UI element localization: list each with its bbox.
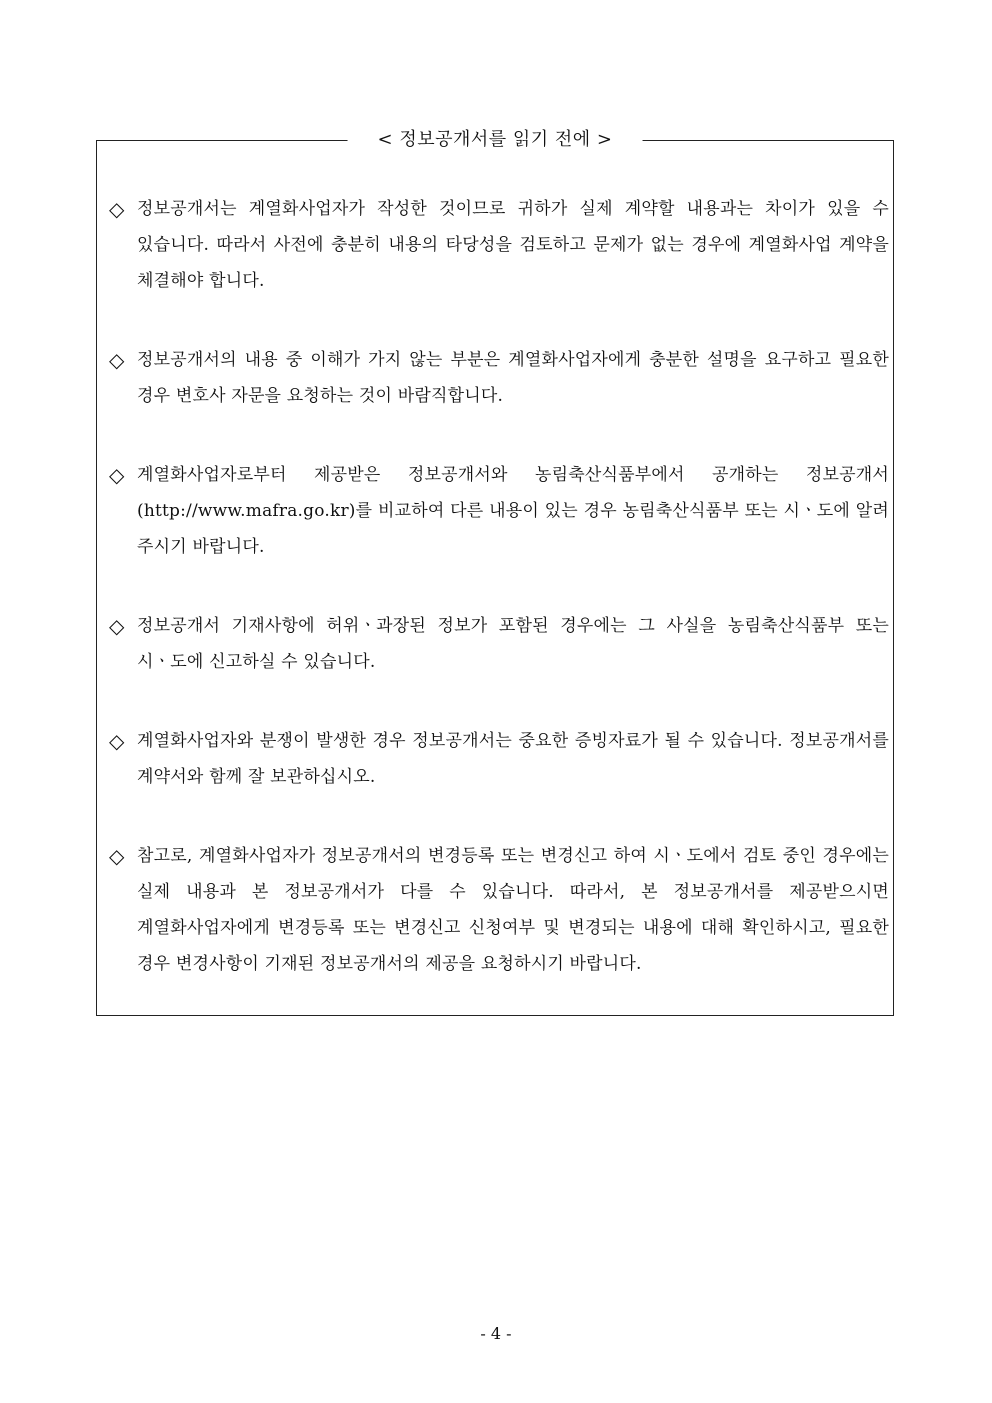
- notice-item: [109, 342, 891, 414]
- page-number: - 4 -: [480, 1324, 512, 1343]
- notice-item: [109, 191, 891, 299]
- diamond-outline-icon: ◇: [109, 844, 125, 868]
- notice-item: [109, 723, 891, 795]
- notice-item: [109, 457, 891, 565]
- diamond-outline-icon: ◇: [109, 197, 125, 221]
- notice-item: [109, 608, 891, 680]
- diamond-outline-icon: ◇: [109, 729, 125, 753]
- notice-item-text: 참고로, 계열화사업자가 정보공개서의 변경등록 또는 변경신고 하여 시ㆍ도에서 검토 중인 경우에는 실제 내용과 본 정보공개서가 다를 수 있습니다. 따라서, 본 정보공개서를 제공받으시면 계열화사업자에게 변경등록 또는 변경신고 신청여부 및 변경되는 내용에 대해 확인하시고, 필요한 경우 변경사항이 기재된 정보공개서의 제공을 요청하시기 바랍니다.: [137, 846, 889, 974]
- notice-item-text: 계열화사업자와 분쟁이 발생한 경우 정보공개서는 중요한 증빙자료가 될 수 있습니다. 정보공개서를 계약서와 함께 잘 보관하십시오.: [137, 731, 889, 787]
- notice-box: [96, 129, 894, 1016]
- notice-item-text: 정보공개서 기재사항에 허위ㆍ과장된 정보가 포함된 경우에는 그 사실을 농림축산식품부 또는 시ㆍ도에 신고하실 수 있습니다.: [137, 616, 889, 672]
- diamond-outline-icon: ◇: [109, 348, 125, 372]
- notice-item-text: 계열화사업자로부터 제공받은 정보공개서와 농림축산식품부에서 공개하는 정보공개서(http://www.mafra.go.kr)를 비교하여 다른 내용이 있는 경우 농림축산식품부 또는 시ㆍ도에 알려 주시기 바랍니다.: [137, 465, 889, 557]
- notice-title: < 정보공개서를 읽기 전에 >: [348, 126, 643, 154]
- notice-list: [109, 191, 891, 1025]
- diamond-outline-icon: ◇: [109, 614, 125, 638]
- notice-item-text: 정보공개서의 내용 중 이해가 가지 않는 부분은 계열화사업자에게 충분한 설명을 요구하고 필요한 경우 변호사 자문을 요청하는 것이 바람직합니다.: [137, 350, 889, 406]
- diamond-outline-icon: ◇: [109, 463, 125, 487]
- notice-item-text: 정보공개서는 계열화사업자가 작성한 것이므로 귀하가 실제 계약할 내용과는 차이가 있을 수 있습니다. 따라서 사전에 충분히 내용의 타당성을 검토하고 문제가 없는 경우에 계열화사업 계약을 체결해야 합니다.: [137, 199, 889, 291]
- notice-item: [109, 838, 891, 982]
